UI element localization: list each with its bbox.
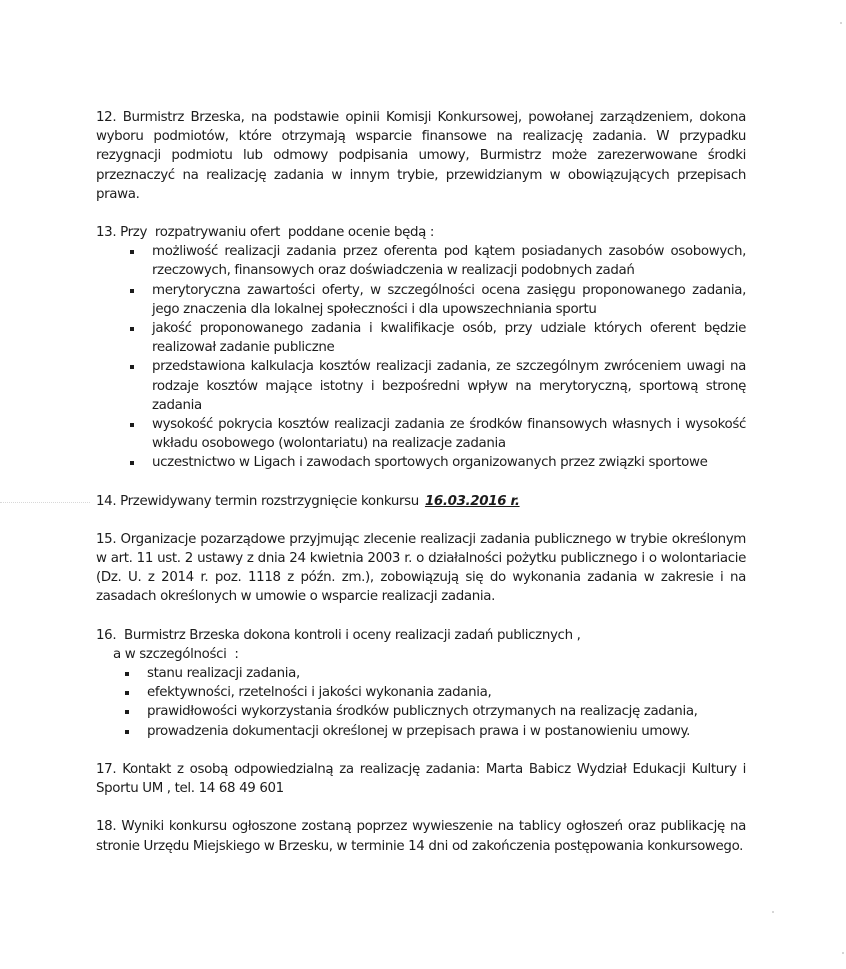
resolution-date: 16.03.2016 r.	[424, 493, 520, 509]
list-item-text: prowadzenia dokumentacji określonej w przepisach prawa i w postanowieniu umowy.	[147, 723, 691, 739]
section-14	[96, 492, 746, 511]
list-item	[147, 683, 746, 702]
list-item-text: merytoryczna zawartości oferty, w szczególności ocena zasięgu proponowanego zadania, jego znaczenia dla lokalnej społeczności i dla upowszechniania sportu	[152, 282, 746, 317]
scan-speck	[772, 911, 774, 913]
scan-speck	[842, 952, 844, 954]
scan-artifact-line	[0, 502, 90, 503]
bullet-icon	[125, 672, 129, 676]
section-13-intro: 13. Przy rozpatrywaniu ofert poddane ocenie będą :	[96, 225, 435, 241]
section-18-text: 18. Wyniki konkursu ogłoszone zostaną poprzez wywieszenie na tablicy ogłoszeń oraz publikację na stronie Urzędu Miejskiego w Brzesku, w terminie 14 dni od zakończenia postępowania konkursowego.	[96, 819, 746, 854]
section-12	[96, 108, 746, 204]
list-item	[152, 242, 746, 280]
section-16-intro: 16. Burmistrz Brzeska dokona kontroli i oceny realizacji zadań publicznych ,	[96, 627, 581, 643]
list-item-text: efektywności, rzetelności i jakości wykonania zadania,	[147, 685, 492, 701]
bullet-icon	[130, 250, 134, 254]
section-17	[96, 760, 746, 798]
bullet-icon	[125, 691, 129, 695]
control-scope-list	[96, 664, 746, 741]
section-12-text: 12. Burmistrz Brzeska, na podstawie opinii Komisji Konkursowej, powołanej zarządzeniem, dokona wyboru podmiotów, które otrzymają wsparcie finansowe na realizację zadania. W przypadku rezygnacji podmiotu lub odmowy podpisania umowy, Burmistrz może zarezerwowane środki przeznaczyć na realizację zadania w innym trybie, przewidzianym w obowiązujących przepisach prawa.	[96, 110, 746, 202]
bullet-icon	[130, 365, 134, 369]
bullet-icon	[125, 730, 129, 734]
list-item-text: uczestnictwo w Ligach i zawodach sportowych organizowanych przez związki sportowe	[152, 455, 708, 471]
section-14-label: 14. Przewidywany termin rozstrzygnięcie konkursu	[96, 493, 419, 509]
list-item-text: przedstawiona kalkulacja kosztów realizacji zadania, ze szczególnym zwróceniem uwagi na rodzaje kosztów mające istotny i bezpośredni wpływ na merytoryczną, sportową stronę zadania	[152, 359, 746, 413]
section-15-text: 15. Organizacje pozarządowe przyjmując zlecenie realizacji zadania publicznego w trybie określonym w art. 11 ust. 2 ustawy z dnia 24 kwietnia 2003 r. o działalności pożytku publicznego i o wolontariacie (Dz. U. z 2014 r. poz. 1118 z późn. zm.), zobowiązują się do wykonania zadania w zakresie i na zasadach określonych w umowie o wsparcie realizacji zadania.	[96, 531, 746, 605]
bullet-icon	[130, 461, 134, 465]
list-item	[152, 281, 746, 319]
bullet-icon	[130, 289, 134, 293]
scan-speck	[840, 22, 842, 24]
section-18	[96, 817, 746, 855]
list-item-text: prawidłowości wykorzystania środków publicznych otrzymanych na realizację zadania,	[147, 704, 698, 720]
bullet-icon	[130, 327, 134, 331]
bullet-icon	[125, 710, 129, 714]
list-item	[152, 453, 746, 472]
bullet-icon	[130, 423, 134, 427]
list-item-text: stanu realizacji zadania,	[147, 666, 300, 682]
section-16-sub-intro: a w szczególności :	[113, 646, 239, 662]
section-16	[96, 626, 746, 741]
list-item-text: jakość proponowanego zadania i kwalifikacje osób, przy udziale których oferent będzie realizował zadanie publiczne	[152, 321, 746, 356]
list-item	[147, 664, 746, 683]
list-item	[152, 415, 746, 453]
section-15	[96, 530, 746, 607]
list-item	[152, 357, 746, 415]
section-17-text: 17. Kontakt z osobą odpowiedzialną za realizację zadania: Marta Babicz Wydział Edukacji Kultury i Sportu UM , tel. 14 68 49 601	[96, 761, 746, 797]
section-13	[96, 223, 746, 473]
list-item-text: wysokość pokrycia kosztów realizacji zadania ze środków finansowych własnych i wysokość wkładu osobowego (wolontariatu) na realizacje zadania	[152, 417, 746, 452]
list-item	[147, 702, 746, 721]
document-page	[96, 108, 746, 875]
section-14-text	[96, 492, 746, 511]
list-item	[152, 319, 746, 357]
list-item	[147, 722, 746, 741]
list-item-text: możliwość realizacji zadania przez oferenta pod kątem posiadanych zasobów osobowych, rzeczowych, finansowych oraz doświadczenia w realizacji podobnych zadań	[152, 244, 746, 279]
evaluation-criteria-list	[96, 242, 746, 472]
